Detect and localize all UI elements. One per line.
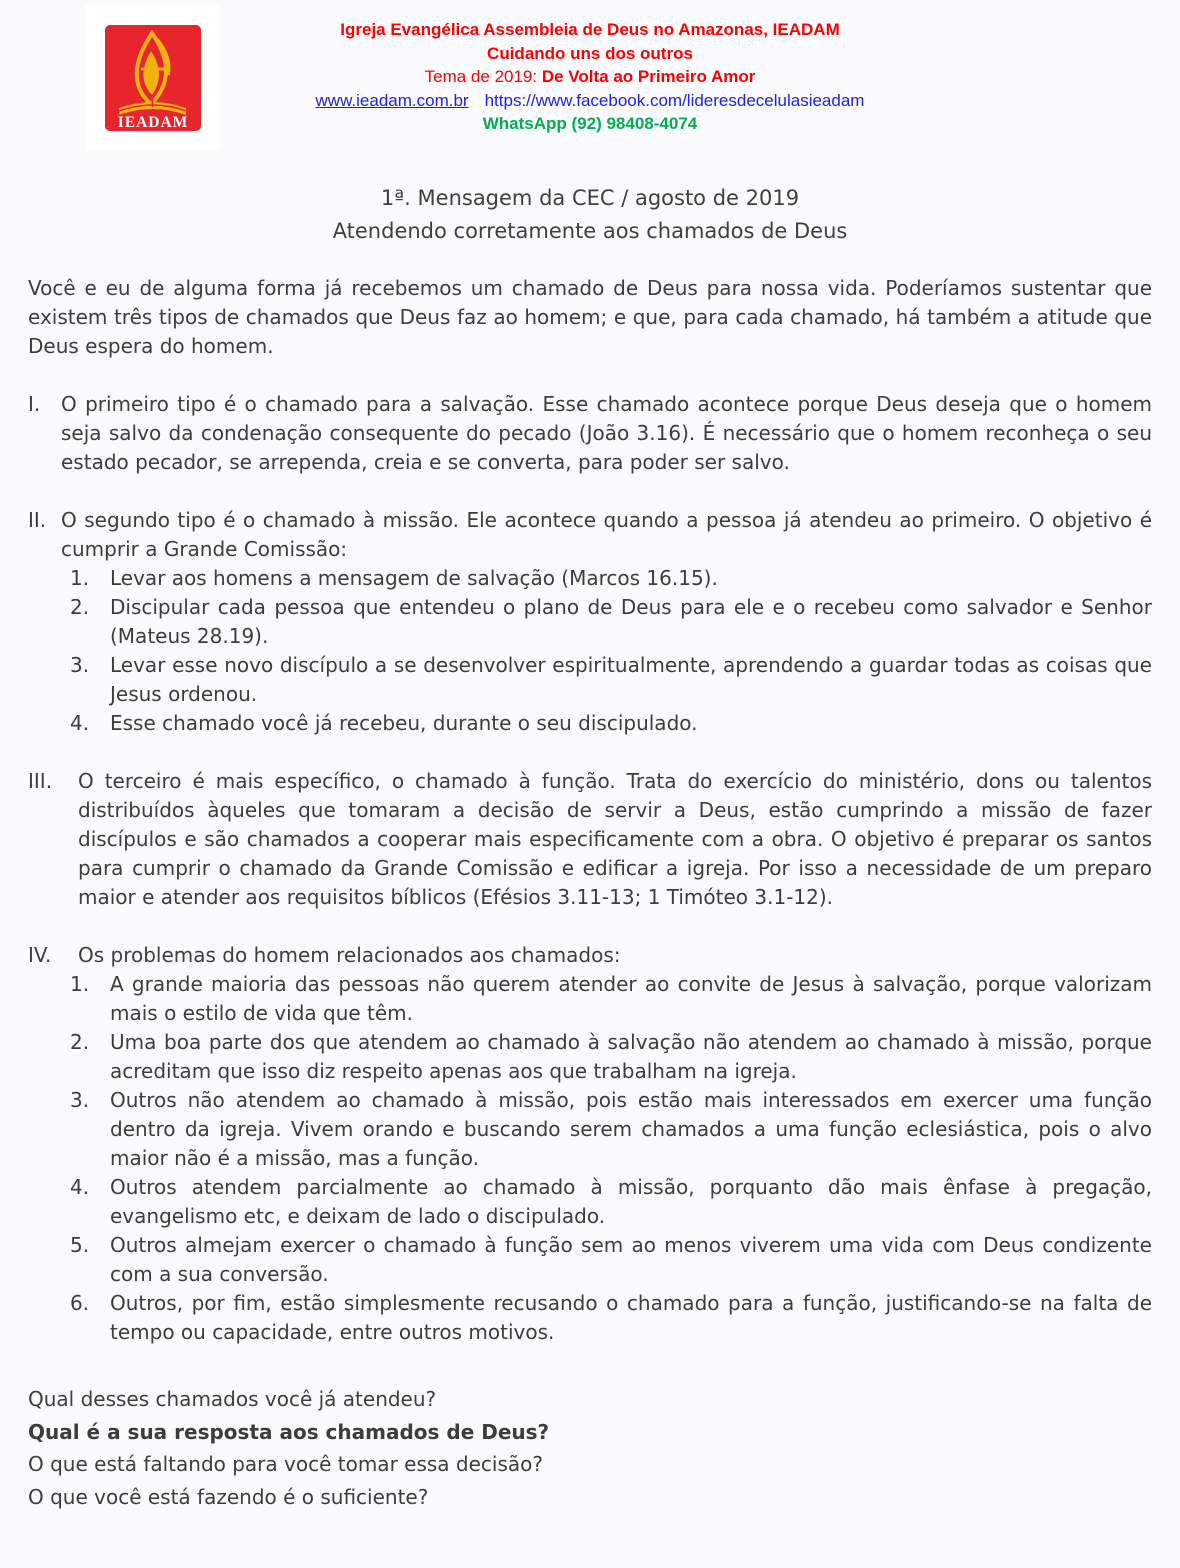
list-item-number: 3. (70, 653, 90, 677)
theme-line (28, 65, 1152, 89)
website-link[interactable]: www.ieadam.com.br (315, 90, 469, 110)
closing-question: O que está faltando para você tomar essa decisão? (28, 1452, 543, 1476)
list-item (70, 1289, 1152, 1347)
list-item-number: 3. (70, 1088, 90, 1112)
list-item-text: Outros não atendem ao chamado à missão, pois estão mais interessados em exercer uma função dentro da igreja. Vivem orando e buscando serem chamados a uma função eclesiástica, pois o alvo maior não é a missão, mas a função. (110, 1088, 1152, 1170)
list-item-number: 6. (70, 1291, 90, 1315)
list-item-number: 4. (70, 711, 90, 735)
section-numeral: II. (28, 508, 47, 532)
list-item-number: 2. (70, 595, 90, 619)
church-name: Igreja Evangélica Assembleia de Deus no Amazonas, IEADAM (340, 20, 840, 39)
section-sub-list (70, 970, 1152, 1347)
section-numeral: III. (28, 769, 53, 793)
list-item (70, 564, 1152, 593)
message-title: 1ª. Mensagem da CEC / agosto de 2019 (380, 186, 800, 210)
intro-paragraph: Você e eu de alguma forma já recebemos um chamado de Deus para nossa vida. Poderíamos sustentar que existem três tipos de chamados que Deus faz ao homem; e que, para cada chamado, há também a atitude que Deus espera do homem. (28, 276, 1152, 358)
section-numeral: I. (28, 392, 41, 416)
closing-question: Qual desses chamados você já atendeu? (28, 1387, 437, 1411)
section-text: O primeiro tipo é o chamado para a salvação. Esse chamado acontece porque Deus deseja que o homem seja salvo da condenação consequente do pecado (João 3.16). É necessário que o homem reconheça o seu estado pecador, se arrependa, creia e se converta, para poder ser salvo. (61, 392, 1152, 474)
list-item-text: Levar esse novo discípulo a se desenvolver espiritualmente, aprendendo a guardar todas as coisas que Jesus ordenou. (110, 653, 1152, 706)
list-item (70, 1028, 1152, 1086)
list-item-number: 1. (70, 972, 90, 996)
section-body (70, 941, 1152, 1347)
list-item (70, 1231, 1152, 1289)
whatsapp-line: WhatsApp (92) 98408-4074 (482, 114, 698, 133)
closing-questions (28, 1383, 1152, 1513)
section-sub-list (61, 564, 1152, 738)
list-item-number: 1. (70, 566, 90, 590)
list-item-text: Levar aos homens a mensagem de salvação (Marcos 16.15). (110, 566, 718, 590)
section-text: O terceiro é mais específico, o chamado à função. Trata do exercício do ministério, dons ou talentos distribuídos àqueles que tomaram a decisão de servir a Deus, estão cumprindo a missão de fazer discípulos e são chamados a cooperar mais especificamente com a obra. O objetivo é preparar os santos para cumprir o chamado da Grande Comissão e edificar a igreja. Por isso a necessidade de um preparo maior e atender aos requisitos bíblicos (Efésios 3.11-13; 1 Timóteo 3.1-12). (78, 769, 1152, 909)
section-text: O segundo tipo é o chamado à missão. Ele acontece quando a pessoa já atendeu ao primeiro. O objetivo é cumprir a Grande Comissão: (61, 508, 1152, 561)
links-line (28, 89, 1152, 113)
theme-title: De Volta ao Primeiro Amor (541, 67, 756, 86)
list-item-number: 5. (70, 1233, 90, 1257)
list-item-number: 4. (70, 1175, 90, 1199)
section-body (61, 390, 1152, 477)
document-header (28, 0, 1152, 152)
list-item-number: 2. (70, 1030, 90, 1054)
church-motto: Cuidando uns dos outros (487, 43, 693, 63)
theme-prefix: Tema de 2019: (424, 67, 542, 86)
message-title-block (28, 182, 1152, 248)
section-IV (28, 941, 1152, 1347)
section-text: Os problemas do homem relacionados aos chamados: (78, 943, 621, 967)
section-I (28, 390, 1152, 477)
list-item (70, 970, 1152, 1028)
list-item-text: Outros atendem parcialmente ao chamado à missão, porquanto dão mais ênfase à pregação, evangelismo etc, e deixam de lado o discipulado. (110, 1175, 1152, 1228)
list-item (70, 709, 1152, 738)
list-item-text: Outros, por fim, estão simplesmente recusando o chamado para a função, justificando-se na falta de tempo ou capacidade, entre outros motivos. (110, 1291, 1152, 1344)
facebook-link[interactable]: https://www.facebook.com/lideresdecelulasieadam (484, 90, 865, 110)
list-item-text: Uma boa parte dos que atendem ao chamado à salvação não atendem ao chamado à missão, porque acreditam que isso diz respeito apenas aos que trabalham na igreja. (110, 1030, 1152, 1083)
list-item (70, 651, 1152, 709)
list-item (70, 1086, 1152, 1173)
list-item (70, 1173, 1152, 1231)
section-body (78, 767, 1152, 912)
section-numeral: IV. (28, 943, 52, 967)
section-II (28, 506, 1152, 738)
list-item-text: Outros almejam exercer o chamado à função sem ao menos viverem uma vida com Deus condizente com a sua conversão. (110, 1233, 1152, 1286)
header-text-block (28, 18, 1152, 136)
list-item-text: Esse chamado você já recebeu, durante o seu discipulado. (110, 711, 698, 735)
section-body (61, 506, 1152, 738)
list-item-text: Discipular cada pessoa que entendeu o plano de Deus para ele e o recebeu como salvador e Senhor (Mateus 28.19). (110, 595, 1152, 648)
closing-question: Qual é a sua resposta aos chamados de Deus? (28, 1419, 550, 1444)
list-item (70, 593, 1152, 651)
sections-container (28, 390, 1152, 1347)
message-subtitle: Atendendo corretamente aos chamados de Deus (332, 219, 848, 243)
list-item-text: A grande maioria das pessoas não querem atender ao convite de Jesus à salvação, porque valorizam mais o estilo de vida que têm. (110, 972, 1152, 1025)
closing-question: O que você está fazendo é o suficiente? (28, 1484, 429, 1509)
logo-text: IEADAM (117, 113, 188, 131)
section-III (28, 767, 1152, 912)
